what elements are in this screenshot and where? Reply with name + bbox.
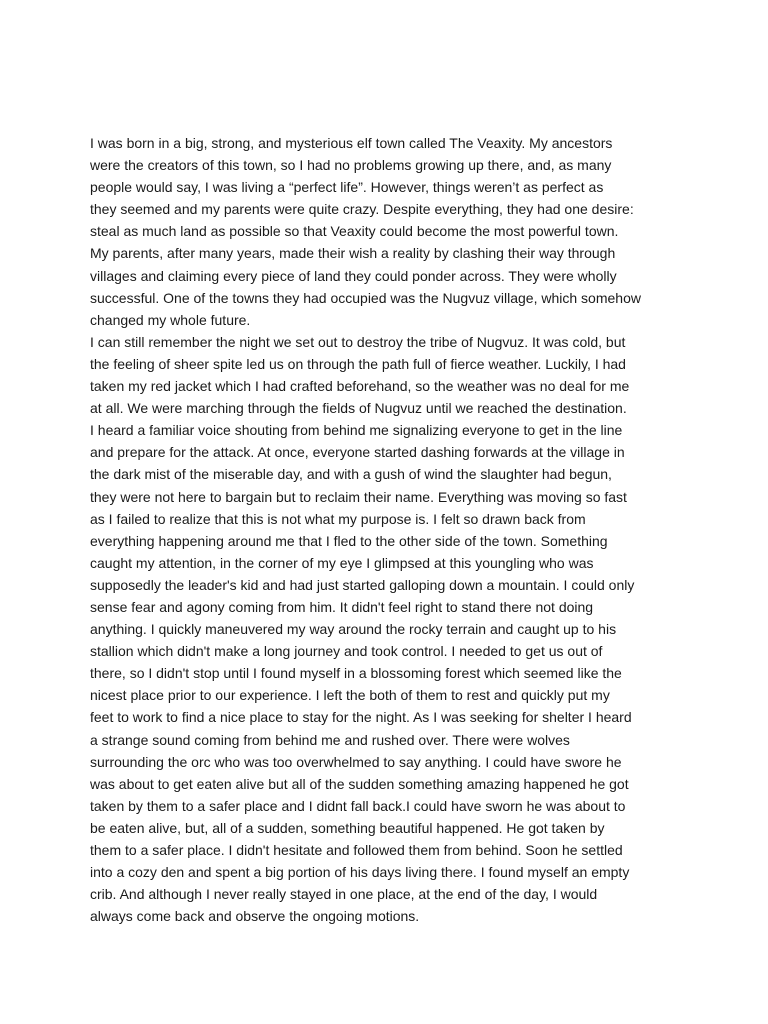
text-line: they were not here to bargain but to reclaim their name. Everything was moving so fast	[90, 488, 627, 505]
text-line: taken my red jacket which I had crafted beforehand, so the weather was no deal for me	[90, 378, 630, 395]
text-line: sense fear and agony coming from him. It didn't feel right to stand there not doing	[90, 598, 594, 615]
text-line: taken by them to a safer place and I didnt fall back.I could have sworn he was about to	[90, 797, 626, 814]
text-line: I heard a familiar voice shouting from behind me signalizing everyone to get in the line	[90, 422, 623, 439]
text-line: as I failed to realize that this is not what my purpose is. I felt so drawn back from	[90, 510, 586, 527]
text-line: at all. We were marching through the fields of Nugvuz until we reached the destination.	[90, 400, 627, 417]
text-line: nicest place prior to our experience. I left the both of them to rest and quickly put my	[90, 687, 610, 704]
text-line: the dark mist of the miserable day, and with a gush of wind the slaughter had begun,	[90, 466, 612, 483]
text-line: crib. And although I never really stayed in one place, at the end of the day, I would	[90, 886, 598, 903]
text-line: I can still remember the night we set out to destroy the tribe of Nugvuz. It was cold, but	[90, 333, 626, 350]
text-line: caught my attention, in the corner of my eye I glimpsed at this youngling who was	[90, 554, 594, 571]
text-line: a strange sound coming from behind me and rushed over. There were wolves	[90, 731, 570, 748]
text-line: changed my whole future.	[90, 311, 251, 328]
text-line: I was born in a big, strong, and mysterious elf town called The Veaxity. My ancestors	[90, 135, 613, 151]
text-line: anything. I quickly maneuvered my way around the rocky terrain and caught up to his	[90, 621, 617, 638]
text-line: they seemed and my parents were quite crazy. Despite everything, they had one desire:	[90, 201, 634, 218]
text-line: was about to get eaten alive but all of the sudden something amazing happened he got	[90, 775, 629, 792]
text-line: and prepare for the attack. At once, everyone started dashing forwards at the village in	[90, 444, 625, 461]
text-line: people would say, I was living a “perfect life”. However, things weren’t as perfect as	[90, 179, 604, 196]
text-line: were the creators of this town, so I had no problems growing up there, and, as many	[90, 157, 612, 174]
text-line: supposedly the leader's kid and had just started galloping down a mountain. I could only	[90, 576, 635, 593]
text-line: My parents, after many years, made their wish a reality by clashing their way through	[90, 245, 616, 262]
story-text	[90, 132, 690, 927]
text-line: stallion which didn't make a long journey and took control. I needed to get us out of	[90, 643, 603, 660]
text-line: always come back and observe the ongoing motions.	[90, 908, 420, 925]
text-line: the feeling of sheer spite led us on through the path full of fierce weather. Luckily, I had	[90, 355, 626, 372]
text-line: feet to work to find a nice place to stay for the night. As I was seeking for shelter I heard	[90, 709, 632, 726]
text-line: everything happening around me that I fled to the other side of the town. Something	[90, 532, 608, 549]
text-line: them to a safer place. I didn't hesitate and followed them from behind. Soon he settled	[90, 842, 623, 858]
text-line: successful. One of the towns they had occupied was the Nugvuz village, which somehow	[90, 289, 641, 306]
text-line: into a cozy den and spent a big portion of his days living there. I found myself an empty	[90, 864, 630, 881]
text-line: villages and claiming every piece of land they could ponder across. They were wholly	[90, 267, 617, 284]
text-line: be eaten alive, but, all of a sudden, something beautiful happened. He got taken by	[90, 819, 605, 836]
text-line: steal as much land as possible so that Veaxity could become the most powerful town.	[90, 223, 619, 240]
text-line: surrounding the orc who was too overwhelmed to say anything. I could have swore he	[90, 753, 622, 770]
text-line: there, so I didn't stop until I found myself in a blossoming forest which seemed like the	[90, 665, 622, 682]
